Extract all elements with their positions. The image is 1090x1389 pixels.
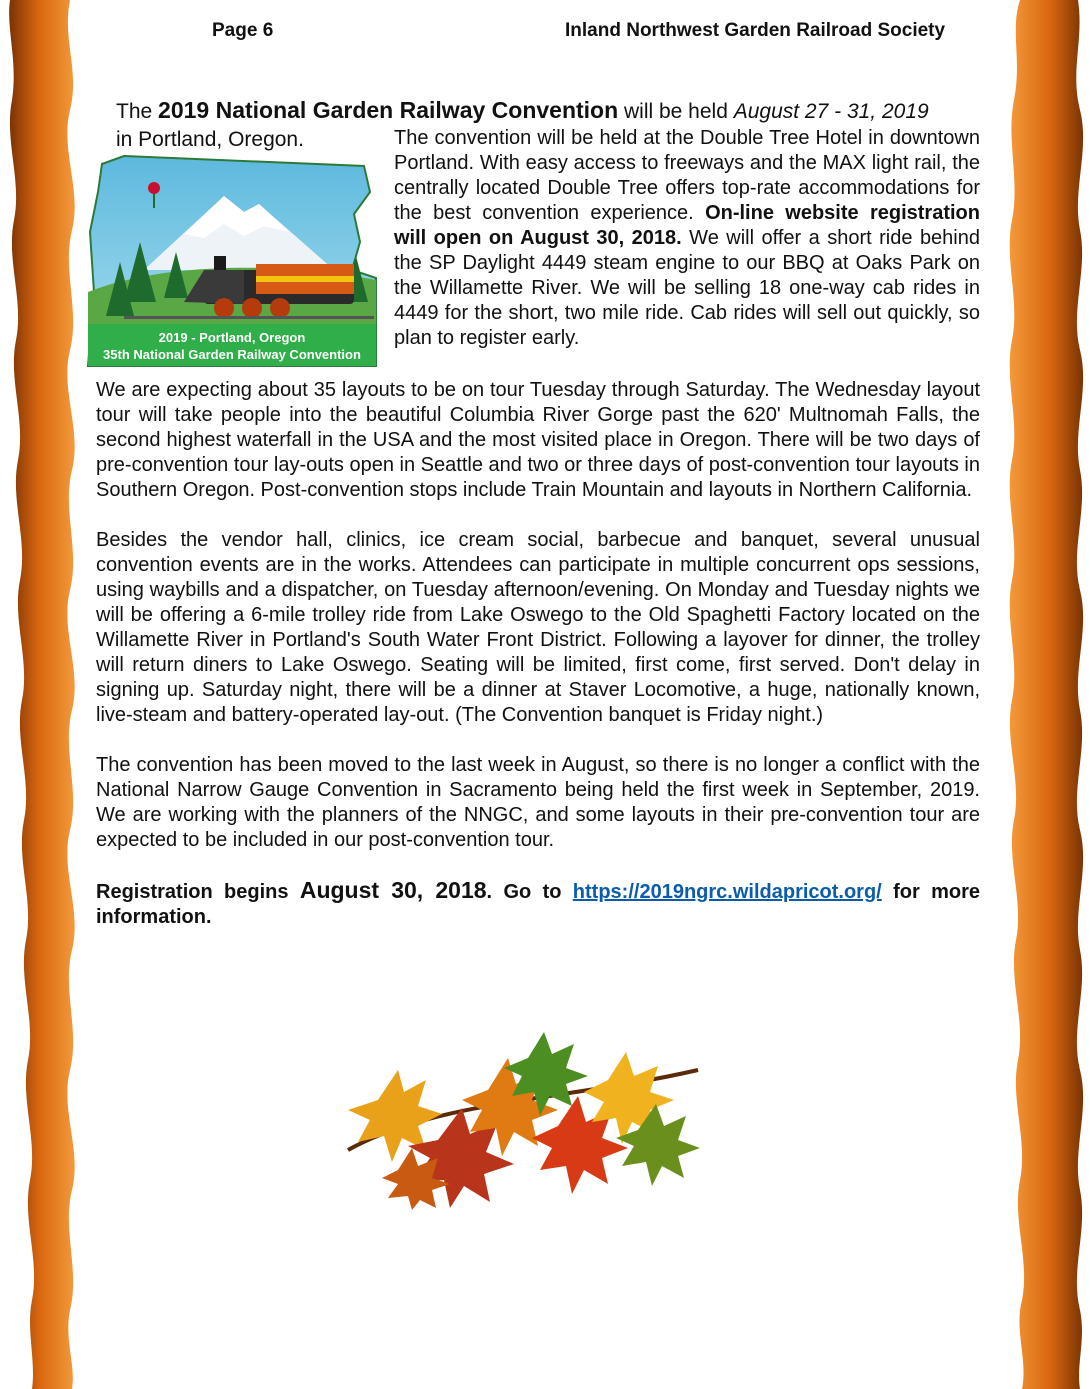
article-body xyxy=(96,96,980,930)
venue-registration-bold: On-line website registration will open on August 30, 2018. xyxy=(394,202,980,249)
page-header xyxy=(0,20,1090,44)
venue-text-a: The convention will be held at the Double Tree Hotel in downtown Portland. With easy access to freeways and the MAX light rail, the centrally located Double Tree offers top-rate accommodations for the best convention experience. xyxy=(394,127,980,224)
registration-lead: Registration begins xyxy=(96,881,300,903)
intro-line xyxy=(96,96,980,126)
page-number: Page 6 xyxy=(212,20,274,41)
intro-location: in Portland, Oregon. xyxy=(116,128,304,151)
intro-block xyxy=(96,126,980,362)
paragraph-schedule: The convention has been moved to the last week in August, so there is no longer a conflict with the National Narrow Gauge Convention in Sacramento being held the first week in September, 2019. We are working with the planners of the NNGC, and some layouts in their pre-convention tour are expected to be included in our post-convention tour. xyxy=(96,754,980,851)
convention-name: 2019 National Garden Railway Convention xyxy=(158,97,619,123)
registration-date: August 30, 2018 xyxy=(299,877,487,903)
registration-mid: . Go to xyxy=(486,881,573,903)
autumn-leaves-icon xyxy=(338,1030,708,1210)
paragraph-layouts: We are expecting about 35 layouts to be on tour Tuesday through Saturday. The Wednesday layout tour will take people into the beautiful Columbia River Gorge past the 620' Multnomah Falls, the second highest waterfall in the USA and the most visited place in Oregon. There will be two days of pre-convention tour lay-outs open in Seattle and two or three days of post-convention tour layouts in Southern Oregon. Post-convention stops include Train Mountain and layouts in Northern California. xyxy=(96,379,980,501)
paragraph-events: Besides the vendor hall, clinics, ice cream social, barbecue and banquet, several unusual convention events are in the works. Attendees can participate in multiple concurrent ops sessions, using waybills and a dispatcher, on Tuesday afternoon/evening. On Monday and Tuesday nights we will be offering a 6-mile trolley ride from Lake Oswego to the Old Spaghetti Factory located on the Willamette River in Portland's South Water Front District. Following a layover for dinner, the trolley will return diners to Lake Oswego. Seating will be limited, first come, first served. Don't delay in signing up. Saturday night, there will be a dinner at Staver Locomotive, a huge, nationally known, live-steam and battery-operated lay-out. (The Convention banquet is Friday night.) xyxy=(96,529,980,726)
rose-icon xyxy=(148,182,160,194)
society-name: Inland Northwest Garden Railroad Society xyxy=(565,20,946,41)
right-decorative-border xyxy=(1000,0,1090,1389)
logo-line1: 2019 - Portland, Oregon xyxy=(158,330,306,345)
registration-link[interactable]: https://2019ngrc.wildapricot.org/ xyxy=(572,881,882,903)
logo-line2: 35th National Garden Railway Convention xyxy=(103,347,361,362)
venue-text-b: We will offer a short ride behind the SP Daylight 4449 steam engine to our BBQ at Oaks Park on the Willamette River. We will be selling 18 one-way cab rides in 4449 for the short, two mile ride. Cab rides will sell out quickly, so plan to register early. xyxy=(394,227,980,349)
intro-lead: The xyxy=(116,100,159,123)
registration-notice xyxy=(96,878,980,930)
convention-logo xyxy=(84,128,384,372)
oregon-logo-graphic xyxy=(84,152,384,368)
left-decorative-border xyxy=(0,0,90,1389)
registration-tail: for more information. xyxy=(96,881,980,928)
convention-dates: August 27 - 31, 2019 xyxy=(733,100,929,123)
intro-mid: will be held xyxy=(618,100,734,123)
